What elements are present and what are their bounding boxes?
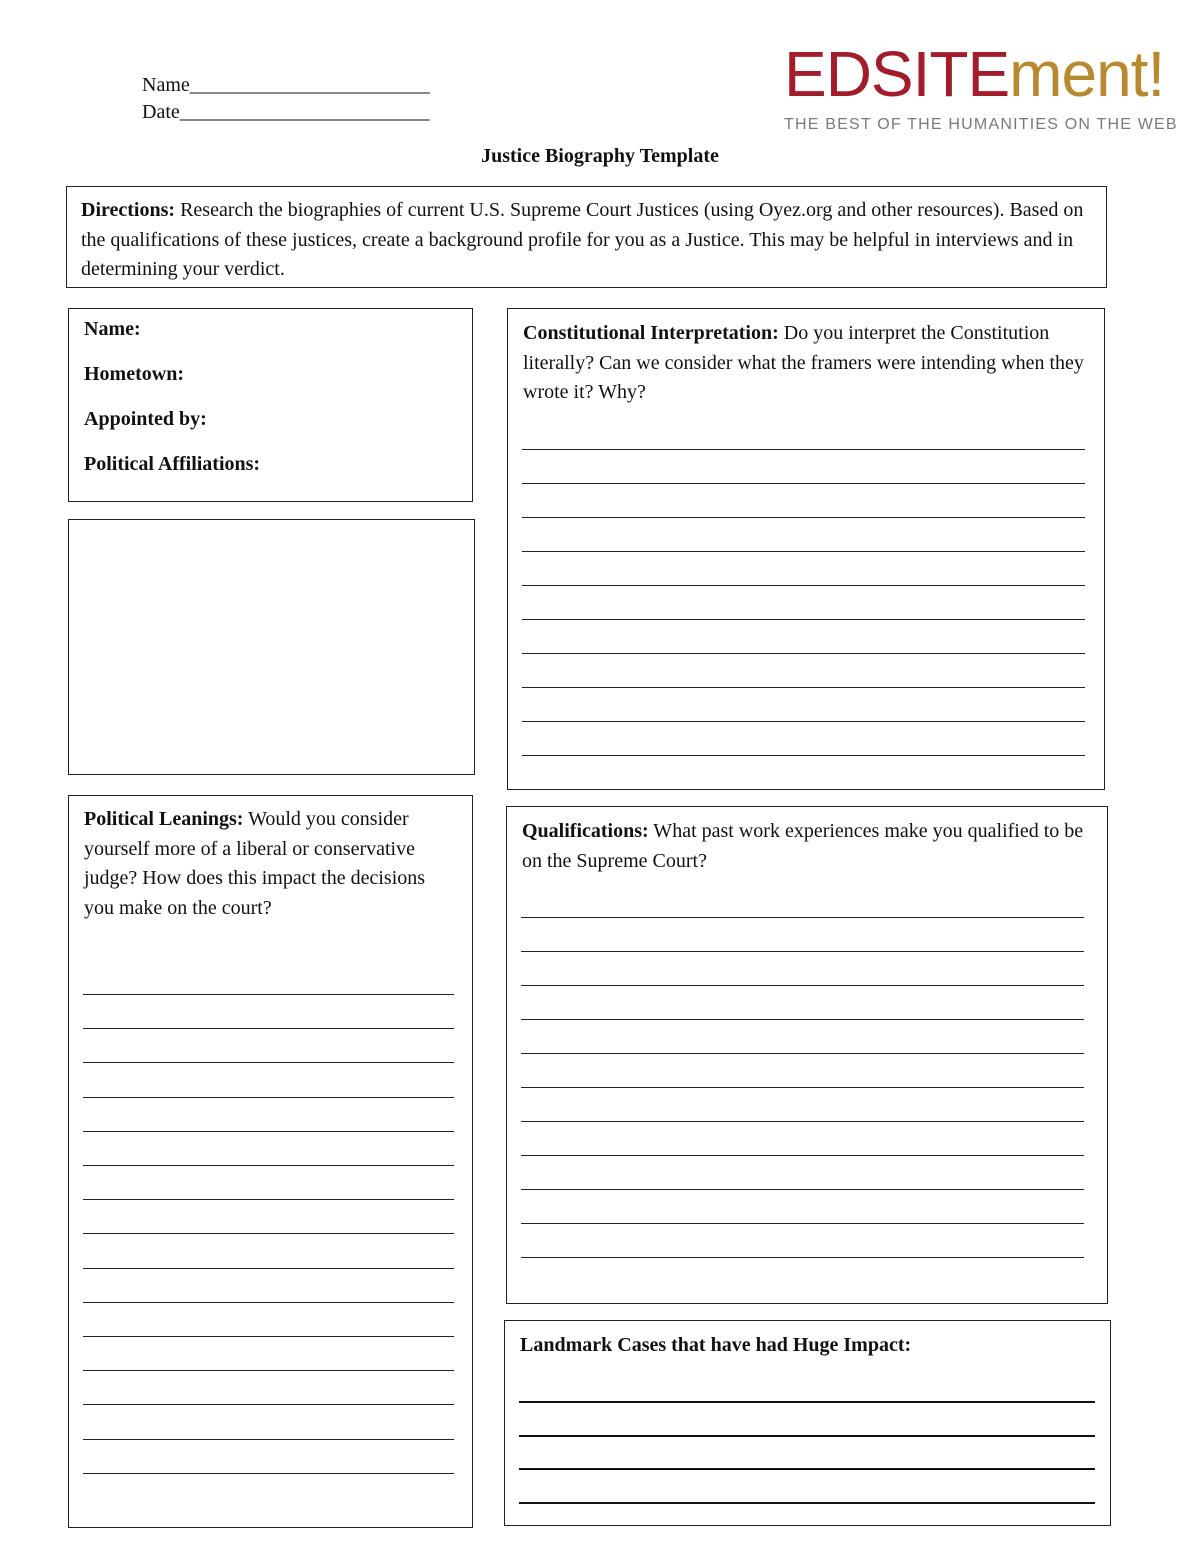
info-name-field[interactable]: Name: [84,318,141,340]
name-field[interactable]: Name________________________ [142,74,430,96]
info-political-affiliations-field[interactable]: Political Affiliations: [84,453,261,475]
logo-wordmark [784,40,1194,108]
leanings-label: Political Leanings: [84,808,244,830]
qualifications-writing-line[interactable] [521,1019,1084,1020]
leanings-writing-line[interactable] [83,994,454,995]
student-header [142,72,430,126]
leanings-writing-line[interactable] [83,1439,454,1440]
constitutional-prompt [523,319,1089,408]
leanings-writing-line[interactable] [83,1097,454,1098]
qualifications-writing-line[interactable] [521,985,1084,986]
landmark-writing-line[interactable] [519,1468,1095,1470]
landmark-writing-line[interactable] [519,1401,1095,1403]
leanings-writing-line[interactable] [83,1131,454,1132]
logo-word-part1: EDSITE [784,38,1010,110]
leanings-writing-line[interactable] [83,1199,454,1200]
landmark-writing-line[interactable] [519,1435,1095,1437]
qualifications-label: Qualifications: [522,820,649,842]
constitutional-writing-line[interactable] [522,721,1085,722]
landmark-prompt [520,1331,1095,1361]
leanings-writing-line[interactable] [83,1062,454,1063]
qualifications-writing-line[interactable] [521,1053,1084,1054]
qualifications-writing-line[interactable] [521,951,1084,952]
logo-tagline: THE BEST OF THE HUMANITIES ON THE WEB [784,116,1178,133]
leanings-writing-line[interactable] [83,1336,454,1337]
qualifications-prompt [522,817,1092,876]
qualifications-writing-line[interactable] [521,1087,1084,1088]
landmark-label: Landmark Cases that have had Huge Impact: [520,1334,912,1356]
qualifications-writing-line[interactable] [521,1121,1084,1122]
info-hometown-field[interactable]: Hometown: [84,363,184,385]
leanings-text: Would you consider yourself more of a liberal or conservative judge? How does this impact the decisions you make on the court? [84,808,426,919]
date-field[interactable]: Date_________________________ [142,101,430,123]
photo-box[interactable] [68,519,475,775]
leanings-writing-line[interactable] [83,1233,454,1234]
leanings-writing-line[interactable] [83,1302,454,1303]
constitutional-writing-line[interactable] [522,619,1085,620]
leanings-writing-line[interactable] [83,1404,454,1405]
directions-text: Research the biographies of current U.S. Supreme Court Justices (using Oyez.org and other resources). Based on the qualifications of these justices, create a background profile for you as a Justice. This may be helpful in interviews and in determining your verdict. [81,199,1084,280]
constitutional-writing-line[interactable] [522,483,1085,484]
logo-word-part2: ment! [1009,38,1165,110]
leanings-writing-line[interactable] [83,1268,454,1269]
constitutional-writing-line[interactable] [522,755,1085,756]
qualifications-box [506,806,1108,1304]
constitutional-writing-line[interactable] [522,687,1085,688]
edsitement-logo [784,40,1194,134]
constitutional-writing-line[interactable] [522,551,1085,552]
leanings-writing-line[interactable] [83,1165,454,1166]
constitutional-writing-line[interactable] [522,653,1085,654]
directions-box [66,186,1107,288]
constitutional-interpretation-box [507,308,1105,790]
qualifications-text: What past work experiences make you qualified to be on the Supreme Court? [522,820,1084,872]
profile-info-box [68,308,473,502]
page-title: Justice Biography Template [481,145,719,167]
qualifications-writing-line[interactable] [521,1257,1084,1258]
leanings-writing-line[interactable] [83,1473,454,1474]
landmark-cases-box [504,1320,1111,1526]
political-leanings-box [68,795,473,1528]
info-appointed-by-field[interactable]: Appointed by: [84,408,207,430]
leanings-writing-line[interactable] [83,1370,454,1371]
landmark-writing-line[interactable] [519,1502,1095,1504]
constitutional-label: Constitutional Interpretation: [523,322,779,344]
qualifications-writing-line[interactable] [521,1223,1084,1224]
qualifications-writing-line[interactable] [521,917,1084,918]
constitutional-writing-line[interactable] [522,449,1085,450]
directions-label: Directions: [81,199,176,221]
constitutional-text: Do you interpret the Constitution literally? Can we consider what the framers were intending when they wrote it? Why? [523,322,1084,403]
leanings-writing-line[interactable] [83,1028,454,1029]
constitutional-writing-line[interactable] [522,517,1085,518]
qualifications-writing-line[interactable] [521,1155,1084,1156]
constitutional-writing-line[interactable] [522,585,1085,586]
qualifications-writing-line[interactable] [521,1189,1084,1190]
leanings-prompt [84,805,457,923]
